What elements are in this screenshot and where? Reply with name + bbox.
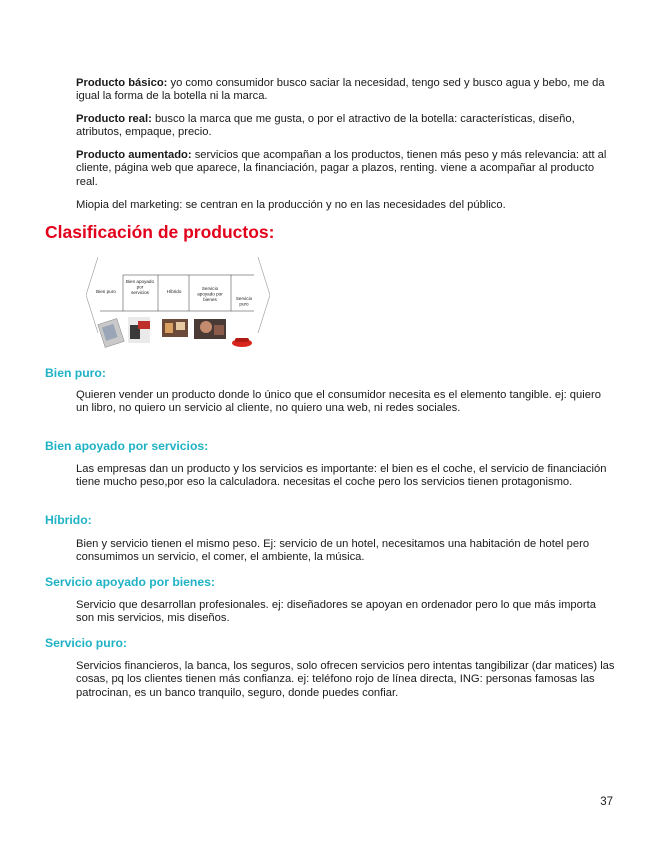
diagram-cell-bien-puro: Bien puro [96,289,116,294]
producto-real-text: busco la marca que me gusta, o por el atractivo de la botella: características, diseño, atributos, empaque, precio. [76,113,575,139]
book-image [98,318,124,347]
section-title-servicio-puro: Servicio puro: [45,636,127,650]
diagram-cell-bien-apoyado: Bien apoyado por servicios [125,279,155,296]
producto-basico-label: Producto básico: [76,77,168,89]
section-title-bien-puro: Bien puro: [45,366,106,380]
section-title-servicio-apoyado: Servicio apoyado por bienes: [45,575,215,589]
diagram-cell-servicio-apoyado: Servicio apoyado por bienes [197,286,223,303]
producto-aumentado-label: Producto aumentado: [76,149,192,161]
product-classification-diagram [86,255,270,351]
producto-real-paragraph [76,113,616,140]
diagram-cell-hibrido: Híbrido [166,289,182,294]
diagram-cell-servicio-puro: Servicio puro [235,296,253,307]
section-text-bien-puro: Quieren vender un producto donde lo único que el consumidor necesita es el elemento tangible. ej: quiero un libro, no quiero un servicio al cliente, no quiero una web, ni redes sociales. [76,389,601,415]
producto-aumentado-text: servicios que acompañan a los productos, tienen más peso y más relevancia: att al cliente, página web que aparece, la financiación, pagar a plazos, renting. viene a acompañar al producto real. [76,149,607,188]
section-text-servicio-puro: Servicios financieros, la banca, los seguros, solo ofrecen servicios pero intentas tangibilizar (dar matices) las cosas, pq los clientes tienen más confianza. ej: teléfono rojo de línea directa, ING: personas famosas las patrocinan, es un banco tranquilo, seguro, donde puedes confiar. [76,660,615,699]
car-calculator-image [128,317,150,343]
section-text-servicio-apoyado: Servicio que desarrollan profesionales. ej: diseñadores se apoyan en ordenador pero lo que más importa son mis servicios, mis diseños. [76,599,596,625]
designer-image [194,319,226,339]
section-title-hibrido: Híbrido: [45,513,92,527]
red-phone-image [232,338,252,347]
clasificacion-heading: Clasificación de productos: [45,222,275,242]
miopia-paragraph: Miopia del marketing: se centran en la producción y no en las necesidades del público. [76,199,506,211]
left-bracket-shape [86,257,98,333]
producto-basico-paragraph [76,77,616,104]
right-bracket-shape [258,257,270,333]
producto-real-label: Producto real: [76,113,152,125]
producto-aumentado-paragraph [76,149,616,189]
page-number: 37 [600,796,613,808]
section-text-hibrido: Bien y servicio tienen el mismo peso. Ej: servicio de un hotel, necesitamos una habitación de hotel pero consumimos un servicio, el comer, el ambiente, la música. [76,538,590,564]
section-text-bien-apoyado: Las empresas dan un producto y los servicios es importante: el bien es el coche, el servicio de financiación tiene mucho peso,por eso la calculadora. necesitas el coche pero los servicios tienen protagonismo. [76,463,607,489]
producto-basico-text: yo como consumidor busco saciar la necesidad, tengo sed y busco agua y bebo, me da igual la forma de la botella ni la marca. [76,77,605,103]
section-title-bien-apoyado: Bien apoyado por servicios: [45,439,209,453]
hotel-image [162,319,188,337]
